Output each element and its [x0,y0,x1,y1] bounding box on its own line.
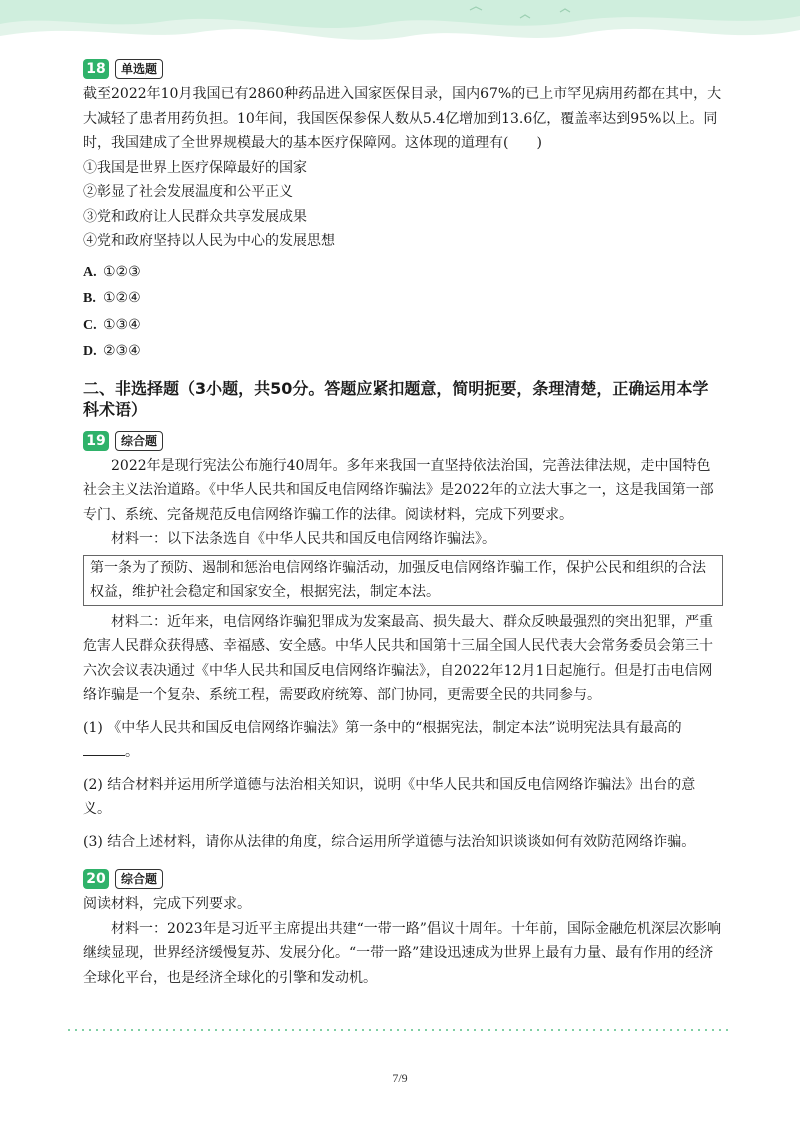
statement-4: ④党和政府坚持以人民为中心的发展思想 [83,233,335,249]
statement-1: ①我国是世界上医疗保障最好的国家 [83,159,307,176]
question-type-tag: 单选题 [115,59,163,79]
question-number-badge: 19 [83,431,109,451]
option-b[interactable]: B. ①②④ [83,290,141,306]
answer-options [83,260,723,364]
answer-blank[interactable] [83,741,125,756]
question-20-intro: 阅读材料，完成下列要求。 [83,896,251,912]
statement-3: ③党和政府让人民群众共享发展成果 [83,208,307,225]
sub-question-3: (3) 结合上述材料，请你从法律的角度，综合运用所学道德与法治知识谈谈如何有效防范网络诈骗。 [83,833,696,850]
option-d[interactable]: D. ②③④ [83,343,141,359]
sub-question-1: (1) 《中华人民共和国反电信网络诈骗法》第一条中的“根据宪法，制定本法”说明宪法具有最高的。 [83,719,682,760]
question-18-header [83,58,723,80]
question-20-header [83,868,723,890]
section-title: 二、非选择题（3小题，共50分。答题应紧扣题意，简明扼要，条理清楚，正确运用本学科术语） [83,378,709,419]
question-18-stem: 截至2022年10月我国已有2860种药品进入国家医保目录，国内67%的已上市罕见病用药都在其中，大大减轻了患者用药负担。10年间，我国医保参保人数从5.4亿增加到13.6亿，覆盖率达到95%以上。同时，我国建成了全世界规模最大的基本医疗保障网。这体现的道理有( ) [83,86,722,151]
page-number: 7/9 [392,1071,408,1085]
header-wave-graphic [0,0,800,62]
option-c[interactable]: C. ①③④ [83,316,141,333]
question-19-intro: 2022年是现行宪法公布施行40周年。多年来我国一直坚持依法治国，完善法律法规，走中国特色社会主义法治道路。《中华人民共和国反电信网络诈骗法》是2022年的立法大事之一，这是我国第一部专门、系统、完备规范反电信网络诈骗工作的法律。阅读材料，完成下列要求。 [83,457,714,523]
footer-dotted-line [68,1028,732,1032]
question-19-header [83,430,723,452]
question-number-badge: 18 [83,59,109,79]
law-article-box: 第一条为了预防、遏制和惩治电信网络诈骗活动，加强反电信网络诈骗工作，保护公民和组织的合法权益，维护社会稳定和国家安全，根据宪法，制定本法。 [83,555,723,606]
page-content [83,58,723,990]
material-2: 材料二：近年来，电信网络诈骗犯罪成为发案最高、损失最大、群众反映最强烈的突出犯罪，严重危害人民群众获得感、幸福感、安全感。中华人民共和国第十三届全国人民代表大会常务委员会第三十六次会议表决通过《中华人民共和国反电信网络诈骗法》，自2022年12月1日起施行。但是打击电信网络诈骗是一个复杂、系统工程，需要政府统筹、部门协同，更需要全民的共同参与。 [83,613,713,703]
material-1-label: 材料一：以下法条选自《中华人民共和国反电信网络诈骗法》。 [111,531,496,547]
question-type-tag: 综合题 [115,869,163,889]
option-a[interactable]: A. ①②③ [83,263,141,280]
header-decoration [0,0,800,62]
question-type-tag: 综合题 [115,431,163,451]
material-1: 材料一：2023年是习近平主席提出共建“一带一路”倡议十周年。十年前，国际金融危机深层次影响继续显现，世界经济缓慢复苏、发展分化。“一带一路”建设迅速成为世界上最有力量、最有作用的经济全球化平台，也是经济全球化的引擎和发动机。 [83,920,721,986]
question-number-badge: 20 [83,869,109,889]
statement-2: ②彰显了社会发展温度和公平正义 [83,184,293,200]
sub-question-2: (2) 结合材料并运用所学道德与法治相关知识，说明《中华人民共和国反电信网络诈骗法》出台的意义。 [83,776,696,817]
